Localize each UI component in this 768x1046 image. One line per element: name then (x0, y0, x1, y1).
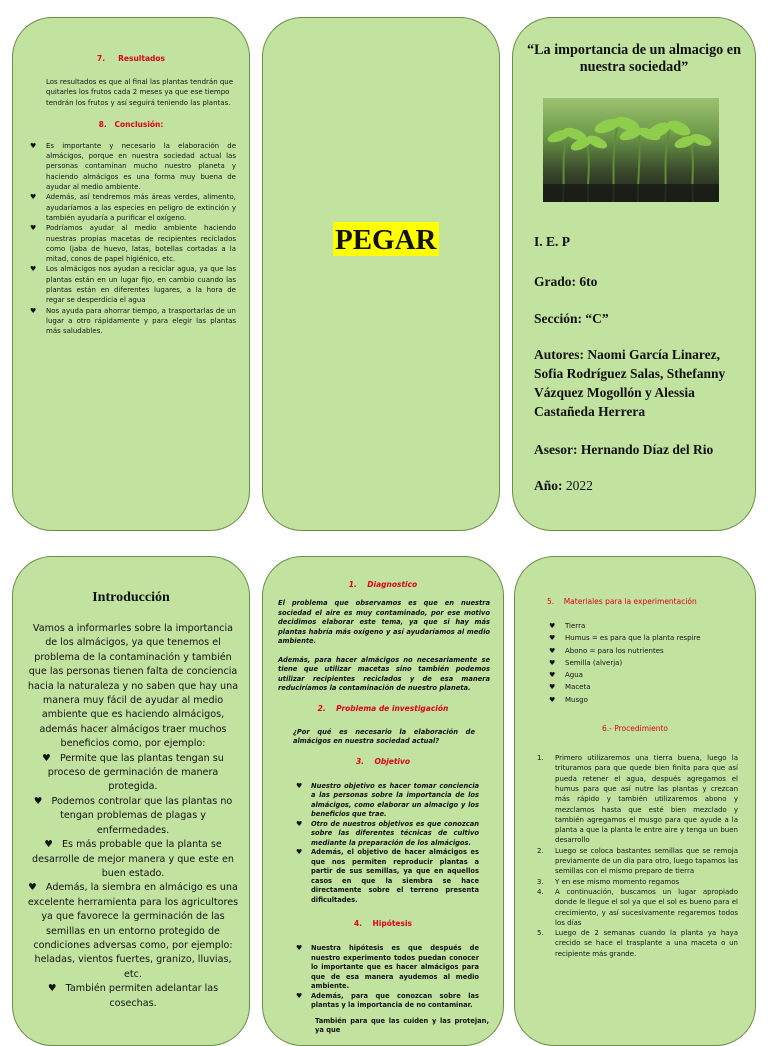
list-item: 2. Luego se coloca bastantes semillas que se remoja previamente de un día para otro, luego tapamos las semillas con el mismo preparo de tierra (537, 846, 738, 876)
panel-introduction (12, 556, 250, 1046)
hipotesis-tail: También para que las cuiden y las protejan, ya que (315, 1016, 489, 1034)
list-item: ♥ Es más probable que la planta se desarrolle de mejor manera y que este en buen estado. (32, 839, 234, 879)
list-item: ♥ También permiten adelantar las cosechas. (47, 983, 219, 1009)
hipotesis-list (296, 944, 479, 1011)
heart-bullet-icon: ♥ (44, 839, 53, 851)
problema-text: ¿Por qué es necesario la elaboración de almácigos en nuestra sociedad actual? (293, 727, 475, 745)
list-item: ♥ Podemos controlar que las plantas no tengan problemas de plagas y enfermedades. (33, 795, 233, 836)
heart-bullet-icon: ♥ (47, 983, 57, 995)
grado-line (534, 272, 744, 291)
list-item: ♥ Agua (549, 669, 755, 681)
pegar-label: PEGAR (335, 224, 437, 256)
list-item: ♥ Abono = para los nutrientes (549, 645, 755, 657)
seccion-value: “C” (585, 311, 609, 326)
intro-body (27, 622, 239, 1011)
seedlings-photo (543, 98, 719, 202)
list-item: 4. A continuación, buscamos un lugar apropiado donde le llegue el sol ya que el sol es bueno para el crecimiento, y así sucesivamente regaremos todos los días (537, 887, 738, 927)
objetivo-heading: 3. Objetivo (355, 756, 411, 766)
anio-value: 2022 (565, 478, 593, 493)
panel-paste (262, 17, 500, 531)
list-item: ♥ Humus = es para que la planta respire (549, 632, 755, 644)
list-item: 3. Y en ese mismo momento regamos (537, 877, 680, 886)
list-item: ♥ Además, para que conozcan sobre las plantas y la importancia de no contaminar. (296, 992, 479, 1011)
problema-heading: 2. Problema de investigación (317, 703, 449, 713)
autores-value: Naomi García Linarez, Sofia Rodríguez Salas, Sthefanny Vázquez Mogollón y Alessia Castañeda Herrera (534, 347, 726, 419)
list-item: ♥ Es importante y necesario la elaboración de almácigos, porque en nuestra sociedad actual las personas contaminan mucho nuestro planeta y haciendo almácigos es una forma muy buena de ayudar al medio ambiente. (30, 141, 236, 192)
list-item: ♥ Permite que las plantas tengan su proceso de germinación de manera protegida. (42, 752, 224, 793)
intro-text: Vamos a informarles sobre la importancia de los almácigos, ya que tenemos el problema de la contaminación y también que las personas tienen falta de conciencia hacia la naturaleza y no saben que hay una manera muy fácil de ayudar al medio ambiente que es haciendo almácigos, además hacer almácigos traer muchos beneficios como, por ejemplo: (27, 623, 239, 750)
seccion-line (534, 309, 744, 328)
diagnostico-heading: 1. Diagnostico (348, 580, 418, 589)
iep-label: I. E. P (534, 234, 571, 249)
list-item: ♥ Nuestro objetivo es hacer tomar conciencia a las personas sobre la importancia de los almácigos, como elaborar un almacigo y los beneficios que trae. (296, 782, 479, 820)
asesor-line (534, 440, 744, 459)
hipotesis-heading: 4. Hipótesis (353, 919, 413, 928)
materials-list (549, 620, 755, 706)
panel-materials-procedure (514, 556, 756, 1046)
list-item: ♥ Nuestra hipótesis es que después de nuestro experimento todos puedan conocer lo importante que es hacer almácigos para que de esa manera ayudemos al medio ambiente. (296, 944, 479, 992)
list-item: ♥ Además, la siembra en almácigo es una excelente herramienta para los agricultores ya que favorece la germinación de las semillas en un entorno protegido de condiciones adversas como, por ejemplo: heladas, vientos fuertes, granizo, lluvias, etc. (27, 882, 239, 980)
list-item: ♥ Otro de nuestros objetivos es que conozcan sobre las diferentes técnicas de cultivo mediante la preparación de los almácigos. (296, 820, 479, 849)
conclusion-heading: 8. Conclusión: (98, 119, 164, 129)
diagnostico-p2: Además, para hacer almácigos no necesariamente se tiene que utilizar macetas sino también podemos utilizar recipientes reciclados y de esa manera reduciríamos la contaminación de nuestro planeta. (278, 655, 490, 692)
list-item: ♥ Tierra (549, 620, 755, 632)
autores-label: Autores: (534, 347, 584, 362)
heart-bullet-icon: ♥ (33, 795, 43, 807)
anio-line (534, 476, 744, 495)
panel-research (262, 556, 504, 1046)
asesor-label: Asesor: (534, 442, 578, 457)
procedure-list (539, 753, 738, 959)
intro-title: Introducción (92, 590, 170, 605)
list-item: 1. Primero utilizaremos una tierra buena, luego la trituramos para que quede bien finita para que así pueda retener el agua, después agregamos el humus para que así nutre las plantas y crezcan más rápido y también utilizaremos abono y mezclamos hasta que esté bien mezclado y también agregamos el musgo para que ayude a la planta a que la planta le entre aire y tenga un buen desarrollo (537, 754, 738, 845)
seccion-label: Sección: (534, 311, 582, 326)
results-heading: 7. Resultados (97, 54, 165, 63)
list-item: 5. Luego de 2 semanas cuando la planta ya haya crecido se hace el trasplante a una maceta o un recipiente más grande. (537, 929, 738, 958)
list-item: ♥ Semilla (alverja) (549, 657, 755, 669)
list-item: ♥ Maceta (549, 681, 755, 693)
panel-cover (512, 17, 756, 531)
brochure-title: “La importancia de un almacigo en nuestra sociedad” (527, 42, 741, 75)
list-item: ♥ Los almácigos nos ayudan a reciclar agua, ya que las plantas están en un lugar fijo, en cambio cuando las plantas están en diferentes lugares, a la hora de regar se desperdicia el agua (30, 264, 236, 305)
asesor-value: Hernando Díaz del Rio (580, 442, 714, 457)
anio-label: Año: (534, 478, 563, 493)
list-item: ♥ Musgo (549, 694, 755, 706)
heart-bullet-icon: ♥ (28, 882, 37, 894)
conclusion-list (30, 141, 236, 337)
list-item: ♥ Nos ayuda para ahorrar tiempo, a trasportarlas de un lugar a otro rápidamente y para elegir las plantas más saludables. (30, 306, 236, 337)
objetivo-list (296, 782, 479, 906)
panel-results-conclusion (12, 17, 250, 531)
list-item: ♥ Además, el objetivo de hacer almácigos es que nos permiten reproducir plantas a partir de sus semillas, ya que en aquellos casos en que la siembra se hace directamente sobre el terreno presenta dificultades. (296, 848, 479, 905)
autores-block (534, 345, 744, 421)
results-text: Los resultados es que al final las plantas tendrán que quitarles los frutos cada 2 meses ya que ese tiempo tendrán los frutos y así seguirá teniendo las plantas. (46, 78, 234, 107)
grado-label: Grado: (534, 274, 576, 289)
list-item: ♥ Podríamos ayudar al medio ambiente haciendo nuestras propias macetas de recipientes reciclados como (jaba de huevo, latas, botellas cortadas a la mitad, conos de papel higiénico, etc. (30, 223, 236, 264)
materials-heading: 5. Materiales para la experimentación (547, 597, 697, 606)
heart-bullet-icon: ♥ (42, 752, 51, 764)
grado-value: 6to (579, 274, 598, 289)
procedure-heading: 6.- Procedimiento (601, 724, 668, 734)
list-item: ♥ Además, así tendremos más áreas verdes, alimento, ayudaríamos a las especies en peligro de extinción y también ayudaría a purificar el oxígeno. (30, 192, 236, 223)
diagnostico-p1: El problema que observamos es que en nuestra sociedad el aire es muy contaminado, por ese motivo decidimos elaborar este tema, ya que si hay más plantas habría más oxígeno y así ayudaríamos al medio ambiente. (278, 599, 490, 645)
